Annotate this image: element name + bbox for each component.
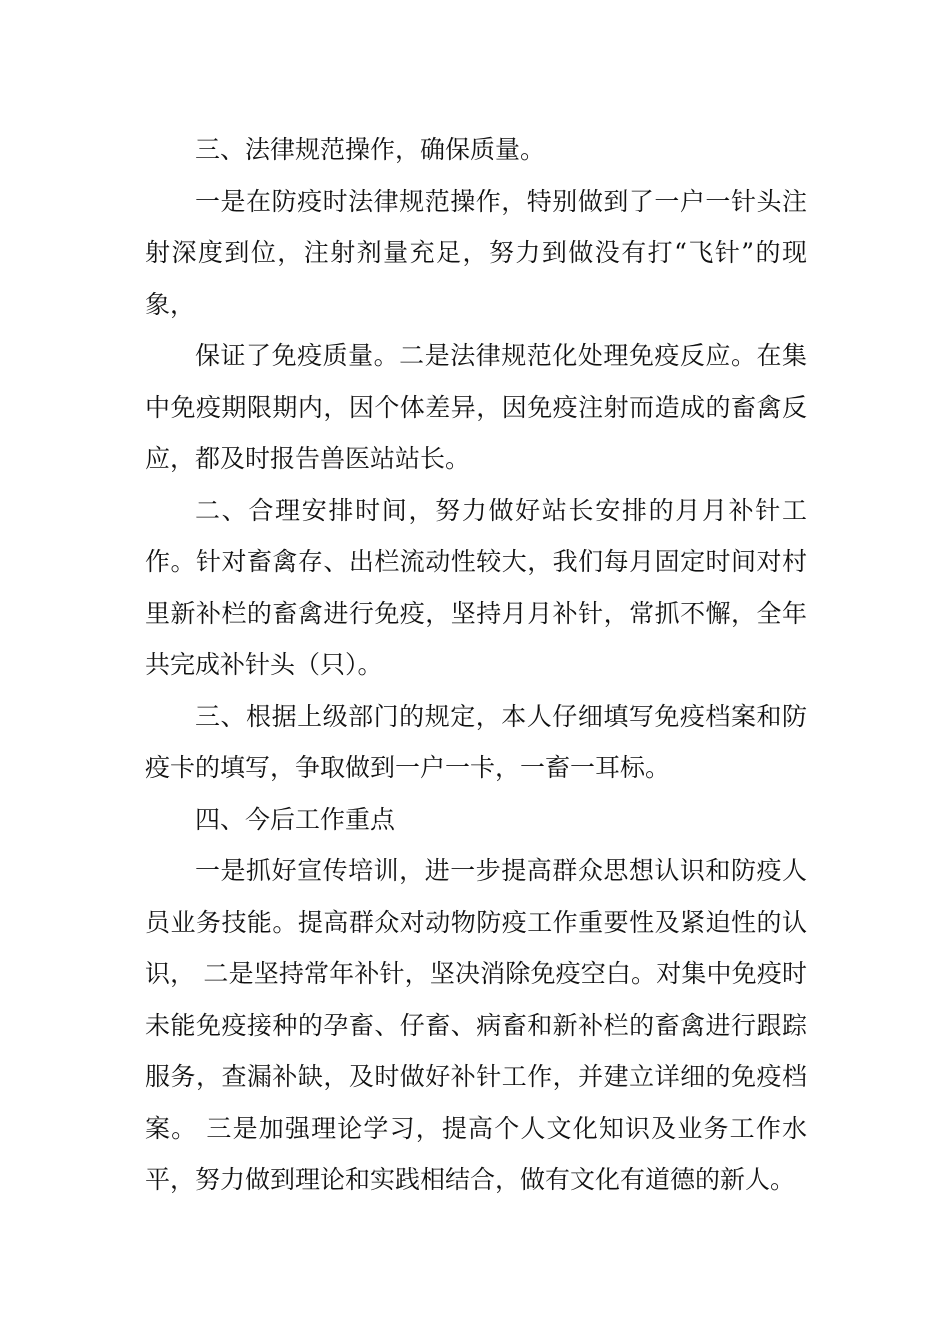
paragraph-monthly-supplement: 二、合理安排时间，努力做好站长安排的月月补针工作。针对畜禽存、出栏流动性较大，我们每月固定时间对村里新补栏的畜禽进行免疫，坚持月月补针，常抓不懈，全年共完成补针头（只）。 <box>145 495 807 679</box>
paragraph-immune-reaction: 保证了免疫质量。二是法律规范化处理免疫反应。在集中免疫期限期内，因个体差异，因免疫注射而造成的畜禽反应，都及时报告兽医站站长。 <box>145 341 807 473</box>
paragraph-future-plans: 一是抓好宣传培训，进一步提高群众思想认识和防疫人员业务技能。提高群众对动物防疫工作重要性及紧迫性的认识， 二是坚持常年补针，坚决消除免疫空白。对集中免疫时未能免疫接种的孕畜、仔畜、病畜和新补栏的畜禽进行跟踪服务，查漏补缺，及时做好补针工作，并建立详细的免疫档案。 三是加强理论学习，提高个人文化知识及业务工作水平，努力做到理论和实践相结合，做有文化有道德的新人。 <box>145 856 807 1194</box>
section-heading-3-quality: 三、法律规范操作，确保质量。 <box>195 135 546 164</box>
paragraph-injection-standards: 一是在防疫时法律规范操作，特别做到了一户一针头注射深度到位，注射剂量充足，努力到做没有打“飞针”的现象， <box>145 186 807 319</box>
document-body <box>145 124 807 1206</box>
paragraph-archive-records: 三、根据上级部门的规定，本人仔细填写免疫档案和防疫卡的填写，争取做到一户一卡，一畜一耳标。 <box>145 701 807 782</box>
section-heading-future-focus: 四、今后工作重点 <box>195 804 396 834</box>
